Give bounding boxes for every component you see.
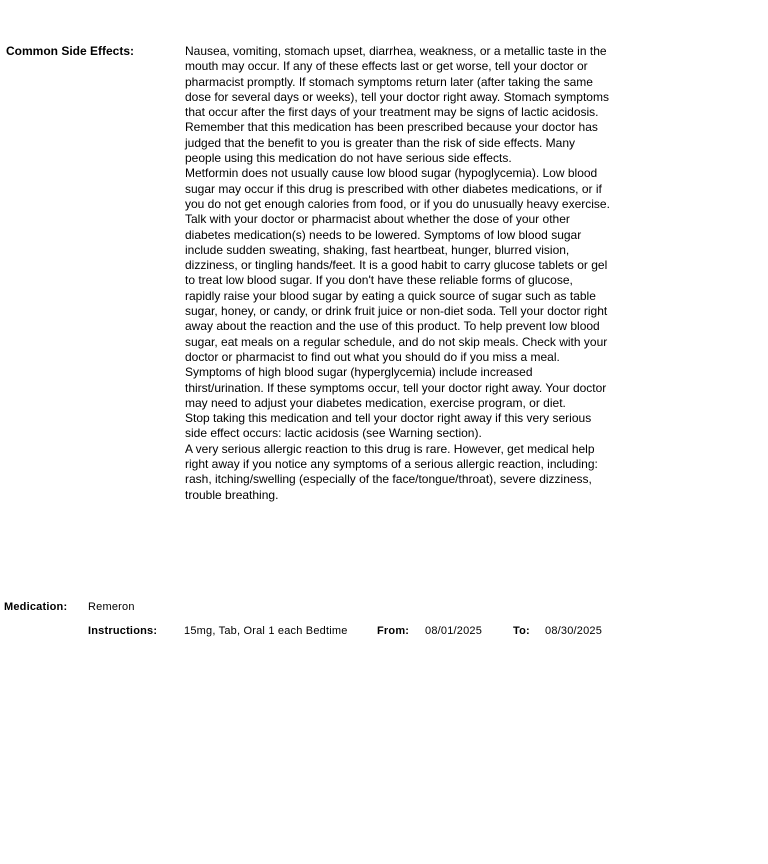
- side-effects-label: Common Side Effects:: [6, 44, 135, 58]
- to-date: 08/30/2025: [545, 625, 603, 637]
- instructions-value: 15mg, Tab, Oral 1 each Bedtime: [184, 625, 348, 637]
- from-label: From:: [377, 625, 410, 637]
- from-date: 08/01/2025: [425, 625, 483, 637]
- side-effects-paragraph: Stop taking this medication and tell your doctor right away if this very serious side effect occurs: lactic acidosis (see Warning section).: [185, 411, 592, 441]
- side-effects-paragraph: Remember that this medication has been prescribed because your doctor has judged that the benefit to you is greater than the risk of side effects. Many people using this medication do not have serious side effects.: [185, 120, 598, 166]
- side-effects-body: [185, 44, 610, 503]
- side-effects-paragraph: Nausea, vomiting, stomach upset, diarrhea, weakness, or a metallic taste in the mouth may occur. If any of these effects last or get worse, tell your doctor or pharmacist promptly. If stomach symptoms return later (after taking the same dose for several days or weeks), tell your doctor right away. Stomach symptoms that occur after the first days of your treatment may be signs of lactic acidosis.: [185, 44, 609, 120]
- instructions-label: Instructions:: [88, 625, 158, 637]
- side-effects-paragraph: Metformin does not usually cause low blood sugar (hypoglycemia). Low blood sugar may occur if this drug is prescribed with other diabetes medications, or if you do not get enough calories from food, or if you do unusually heavy exercise. Talk with your doctor or pharmacist about whether the dose of your other diabetes medication(s) needs to be lowered. Symptoms of low blood sugar include sudden sweating, shaking, fast heartbeat, hunger, blurred vision, dizziness, or tingling hands/feet. It is a good habit to carry glucose tablets or gel to treat low blood sugar. If you don't have these reliable forms of glucose, rapidly raise your blood sugar by eating a quick source of sugar such as table sugar, honey, or candy, or drink fruit juice or non-diet soda. Tell your doctor right away about the reaction and the use of this product. To help prevent low blood sugar, eat meals on a regular schedule, and do not skip meals. Check with your doctor or pharmacist to find out what you should do if you miss a meal.: [185, 166, 610, 364]
- side-effects-paragraph: A very serious allergic reaction to this drug is rare. However, get medical help right away if you notice any symptoms of a serious allergic reaction, including: rash, itching/swelling (especially of the face/tongue/throat), severe dizziness, trouble breathing.: [185, 441, 598, 502]
- medication-label: Medication:: [4, 601, 68, 613]
- medication-name: Remeron: [88, 601, 135, 613]
- to-label: To:: [513, 625, 530, 637]
- side-effects-paragraph: Symptoms of high blood sugar (hyperglycemia) include increased thirst/urination. If these symptoms occur, tell your doctor right away. Your doctor may need to adjust your diabetes medication, exercise program, or diet.: [185, 365, 607, 410]
